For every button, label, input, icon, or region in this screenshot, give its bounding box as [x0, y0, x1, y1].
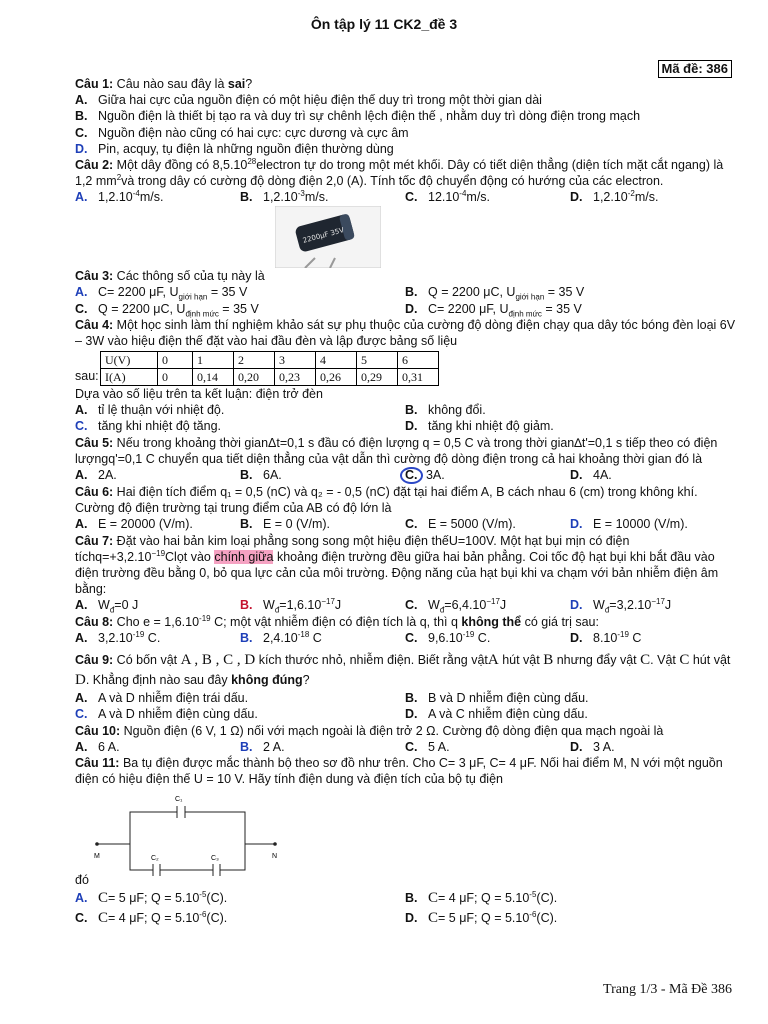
option-text: 12.10 — [428, 190, 460, 205]
option-text: C= 2200 μF, U — [428, 301, 509, 316]
option-text: C — [309, 631, 322, 646]
variable-letter: C — [640, 651, 651, 668]
option-a[interactable] — [75, 739, 120, 755]
table-cell: 0,14 — [193, 368, 234, 385]
option-letter: C. — [75, 301, 88, 316]
question-number: Câu 8: — [75, 614, 114, 629]
options-row — [75, 301, 740, 318]
question-number: Câu 2: — [75, 158, 114, 173]
option-text: 6 A. — [98, 739, 120, 754]
option-letter: B. — [405, 690, 418, 705]
superscript: -2 — [627, 189, 635, 199]
option-a[interactable] — [75, 189, 164, 205]
option-b[interactable] — [240, 189, 329, 205]
option-text: Nguồn điện nào cũng có hai cực: cực dương và cực âm — [98, 125, 409, 140]
option-letter: D. — [75, 141, 88, 156]
answer-circle — [400, 467, 423, 484]
option-text: 1,2.10 — [98, 190, 133, 205]
capacitor-image — [275, 206, 381, 268]
option-b[interactable] — [240, 467, 282, 483]
option-text: E = 20000 (V/m). — [98, 517, 193, 532]
question-3 — [75, 268, 740, 284]
option-text: Pin, acquy, tụ điện là những nguồn điện thường dùng — [98, 141, 394, 156]
option-b[interactable] — [405, 284, 584, 300]
question-number: Câu 3: — [75, 268, 114, 283]
superscript: -19 — [462, 629, 475, 639]
options-row — [75, 597, 740, 614]
question-number: Câu 7: — [75, 533, 114, 548]
option-a[interactable] — [75, 690, 248, 706]
question-5 — [75, 435, 740, 467]
subscript: giới hạn — [515, 292, 545, 302]
option-b[interactable] — [240, 630, 322, 646]
option-text: C — [628, 631, 642, 646]
subscript: định mức — [185, 309, 219, 319]
option-text: m/s. — [304, 190, 329, 205]
subscript: đ — [274, 605, 280, 615]
option-text: B và D nhiễm điện cùng dấu. — [428, 690, 589, 705]
superscript: −17 — [651, 597, 665, 607]
option-letter: D. — [570, 598, 583, 613]
question-text: . Vật — [650, 652, 676, 667]
option-text: Q = 2200 μC, U — [428, 285, 516, 300]
question-text: ? — [302, 672, 310, 687]
option-c[interactable] — [400, 467, 445, 484]
question-text: . Khẳng định nào sau đây — [85, 672, 232, 687]
option-text: = 4 μF; Q = 5.10 — [108, 910, 200, 925]
superscript: -4 — [132, 189, 140, 199]
variable-letters: A , B , C , D — [180, 651, 256, 668]
superscript: -3 — [297, 189, 305, 199]
option-letter: C. — [75, 707, 88, 722]
option-text: tăng khi nhiệt độ giảm. — [428, 419, 554, 434]
option-a[interactable] — [75, 92, 740, 108]
option-c[interactable] — [405, 597, 506, 613]
question-text: ? — [245, 77, 253, 91]
option-text: =6,4.10 — [444, 598, 487, 613]
data-table — [100, 351, 439, 386]
capacitor-figure-row — [75, 206, 740, 268]
option-b[interactable] — [240, 739, 285, 755]
question-8 — [75, 614, 740, 630]
question-text: C; một vật nhiễm điện có điện tích là q, thì q — [210, 614, 462, 629]
option-text: 4A. — [593, 468, 612, 483]
options-row — [75, 418, 740, 435]
subscript: định mức — [508, 309, 542, 319]
table-cell: 1 — [193, 351, 234, 368]
superscript: 28 — [247, 156, 257, 166]
question-text: Một dây đồng có 8,5.10 — [113, 158, 248, 173]
option-letter: D. — [405, 419, 418, 434]
option-letter: A. — [75, 468, 88, 483]
question-text: Một học sinh làm thí nghiệm khảo sát sự phụ thuộc của cường độ dòng điện chạy qua dây tóc bóng đèn loại 6V – 3W vào hiệu điện thế đặt vào hai đầu đèn và lập được bảng số liệu — [75, 318, 736, 349]
options-row — [75, 189, 740, 206]
option-text: không đổi. — [428, 402, 486, 417]
option-text: E = 0 (V/m). — [263, 517, 331, 532]
question-number: Câu 1: — [75, 77, 114, 91]
option-text: J — [499, 598, 507, 613]
option-d[interactable] — [570, 739, 615, 755]
question-text: hút vật — [689, 652, 731, 667]
option-letter: C. — [405, 631, 418, 646]
variable-letter: B — [543, 651, 554, 668]
option-letter: C. — [405, 739, 418, 754]
question-text: Các thông số của tụ này là — [113, 268, 265, 283]
exam-code-box: Mã đề: 386 — [658, 60, 732, 78]
emphasis: không đúng — [231, 672, 303, 687]
subscript: đ — [439, 605, 445, 615]
question-text: Clọt vào — [165, 549, 215, 564]
option-a[interactable] — [75, 284, 247, 300]
c3-label: C₃ — [211, 854, 219, 862]
question-text: hút vật — [498, 652, 544, 667]
emphasis: không thể — [461, 614, 522, 629]
option-text: = 35 V — [207, 285, 248, 300]
option-c[interactable] — [405, 630, 490, 646]
option-d[interactable] — [405, 418, 554, 434]
option-text: tỉ lệ thuận với nhiệt độ. — [98, 402, 225, 417]
option-text: (C). — [536, 910, 558, 925]
question-text: kích thước nhỏ, nhiễm điện. Biết rằng vật — [255, 652, 488, 667]
option-text: 3,2.10 — [98, 631, 133, 646]
emphasis: sai — [227, 77, 246, 91]
superscript: −19 — [151, 548, 166, 558]
superscript: 2 — [116, 173, 122, 183]
option-text: m/s. — [139, 190, 164, 205]
option-text: = 35 V — [541, 301, 582, 316]
superscript: -19 — [132, 629, 145, 639]
option-letter: B. — [240, 517, 253, 532]
options-row — [75, 284, 740, 301]
table-cell: 0,23 — [275, 368, 316, 385]
option-letter: A. — [75, 631, 88, 646]
option-text: 9,6.10 — [428, 631, 463, 646]
option-letter: A. — [75, 739, 88, 754]
option-text: J — [334, 598, 342, 613]
option-letter: C. — [405, 468, 418, 483]
option-text: = 35 V — [218, 301, 259, 316]
table-cell: I(A) — [101, 368, 158, 385]
option-d[interactable] — [405, 910, 557, 926]
option-letter: D. — [570, 631, 583, 646]
question-number: Câu 4: — [75, 318, 114, 333]
option-letter: A. — [75, 93, 88, 108]
question-text: khoảng điện trường đều giữa hai bản phẳng. Coi tốc độ hạt bụi khi bắt đầu vào điện trường đều bằng 0, bỏ qua lực cản của môi trường. Động năng của hạt bụi khi va chạm với bản nhiễm điện âm bằng: — [75, 549, 719, 597]
question-4 — [75, 317, 740, 349]
m-label: M — [94, 852, 100, 860]
question-text: và trong dây có cường độ dòng điện 2,0 (A). Tính tốc độ chuyển động có hướng của các electron. — [121, 174, 664, 189]
option-text: 2 A. — [263, 739, 285, 754]
option-letter: C. — [75, 910, 88, 925]
option-text: = 5 μF; Q = 5.10 — [438, 910, 530, 925]
option-letter: D. — [570, 739, 583, 754]
option-d[interactable] — [75, 141, 740, 157]
question-number: Câu 6: — [75, 484, 114, 499]
option-c[interactable] — [75, 301, 259, 317]
options-row — [75, 739, 740, 756]
option-letter: C. — [405, 190, 418, 205]
option-text: A và D nhiễm điện cùng dấu. — [98, 707, 258, 722]
variable-letter: C — [679, 651, 690, 668]
option-text: J — [664, 598, 672, 613]
c1-label: C₁ — [175, 795, 183, 803]
question-number: Câu 5: — [75, 435, 114, 450]
table-cell: 6 — [398, 351, 439, 368]
question-text: sau: — [75, 368, 99, 383]
option-c[interactable] — [405, 189, 490, 205]
question-11 — [75, 755, 740, 787]
options-row — [75, 516, 740, 533]
variable-letter: D — [75, 671, 86, 688]
option-text: E = 10000 (V/m). — [593, 517, 688, 532]
option-text: 1,2.10 — [263, 190, 298, 205]
option-text: 2A. — [98, 468, 117, 483]
option-text: 3A. — [425, 468, 445, 483]
option-letter: A. — [75, 890, 88, 905]
table-cell: 5 — [357, 351, 398, 368]
option-text: A và C nhiễm điện cùng dấu. — [428, 707, 588, 722]
option-text: m/s. — [634, 190, 659, 205]
question-text: Cho e = 1,6.10 — [113, 614, 200, 629]
question-text: Ba tụ điện được mắc thành bộ theo sơ đồ như trên. Cho C= 3 μF, C= 4 μF. Nối hai điểm M, N với một nguồn điện có hiệu điện thế U = 10 V. Hãy tính điện dung và điện tích của bộ tụ điện — [75, 756, 723, 787]
option-d[interactable] — [570, 597, 671, 613]
superscript: -6 — [199, 909, 207, 919]
option-letter: B. — [240, 468, 253, 483]
question-text: nhưng đẩy vật — [553, 652, 641, 667]
option-a[interactable] — [75, 890, 227, 906]
option-letter: C. — [405, 598, 418, 613]
option-letter: C. — [75, 419, 88, 434]
option-text: Q = 2200 μC, U — [98, 301, 186, 316]
superscript: −17 — [321, 597, 335, 607]
option-letter: A. — [75, 285, 88, 300]
option-letter: B. — [405, 285, 418, 300]
option-c[interactable] — [405, 739, 450, 755]
question-6 — [75, 484, 740, 516]
option-text: = 4 μF; Q = 5.10 — [438, 890, 530, 905]
table-row — [101, 351, 439, 368]
option-letter: C. — [75, 125, 88, 140]
table-cell: 0,31 — [398, 368, 439, 385]
options-row — [75, 467, 740, 484]
option-a[interactable] — [75, 630, 160, 646]
option-letter: A. — [75, 190, 88, 205]
option-letter: D. — [405, 910, 418, 925]
option-text: (C). — [206, 910, 228, 925]
option-text: = 5 μF; Q = 5.10 — [108, 890, 200, 905]
option-text: 2,4.10 — [263, 631, 298, 646]
question-text: Nguồn điện (6 V, 1 Ω) nối với mạch ngoài là điện trở 2 Ω. Cường độ dòng điện qua mạch ngoài là — [120, 723, 664, 738]
option-letter: B. — [405, 402, 418, 417]
question-text: có giá trị sau: — [521, 614, 599, 629]
question-text: Hai điện tích điểm q₁ = 0,5 (nC) và q₂ = - 0,5 (nC) đặt tại hai điểm A, B cách nhau 6 (cm) trong không khí. Cường độ điện trường tại trung điểm của AB có độ lớn là — [75, 484, 698, 515]
option-d[interactable] — [570, 189, 659, 205]
option-text: (C). — [536, 890, 558, 905]
question-1 — [75, 76, 740, 92]
question-2 — [75, 157, 740, 189]
option-b[interactable] — [405, 690, 589, 706]
table-row — [101, 368, 439, 385]
option-text: 6A. — [263, 468, 282, 483]
option-letter: D. — [405, 707, 418, 722]
options-row — [75, 630, 740, 647]
option-text: =3,2.10 — [609, 598, 652, 613]
table-cell: 2 — [234, 351, 275, 368]
c2-label: C₂ — [151, 854, 159, 862]
option-text: A và D nhiễm điện trái dấu. — [98, 690, 249, 705]
option-a[interactable] — [75, 597, 138, 613]
option-letter: C. — [405, 517, 418, 532]
question-text: Có bốn vật — [113, 652, 181, 667]
superscript: -19 — [617, 629, 629, 639]
option-text: 3 A. — [593, 739, 615, 754]
superscript: -5 — [529, 889, 537, 899]
capacitance-symbol: C — [98, 889, 109, 906]
superscript: -18 — [297, 629, 310, 639]
n-label: N — [272, 852, 278, 860]
option-d[interactable] — [405, 706, 588, 722]
capacitance-symbol: C — [98, 909, 109, 926]
options-row — [75, 890, 740, 910]
option-a[interactable] — [75, 467, 117, 483]
option-b[interactable] — [240, 597, 341, 613]
question-text: Đặt vào hai bản kim loại phẳng song song một hiệu điện thếU=100V. Một hạt bụi mịn có điện tíchq=+3,2.10 — [75, 533, 630, 564]
option-text: C. — [474, 631, 491, 646]
option-b[interactable] — [240, 516, 330, 532]
option-d[interactable] — [570, 630, 641, 646]
option-d[interactable] — [570, 516, 688, 532]
table-cell: 0 — [158, 368, 193, 385]
option-b[interactable] — [405, 402, 486, 418]
option-text: = 35 V — [544, 285, 585, 300]
table-cell: 4 — [316, 351, 357, 368]
subscript: đ — [604, 605, 610, 615]
table-cell: 0,26 — [316, 368, 357, 385]
question-number: Câu 10: — [75, 723, 121, 738]
option-text: C. — [144, 631, 161, 646]
data-table-row — [75, 350, 740, 386]
option-a[interactable] — [75, 516, 193, 532]
option-letter: A. — [75, 598, 88, 613]
table-cell: 3 — [275, 351, 316, 368]
option-c[interactable] — [75, 418, 221, 434]
option-text: E = 5000 (V/m). — [428, 517, 516, 532]
option-text: W — [98, 598, 110, 613]
superscript: −17 — [486, 597, 500, 607]
option-c[interactable] — [75, 706, 258, 722]
page-title: Ôn tập lý 11 CK2_đề 3 — [310, 16, 458, 32]
option-text: 8.10 — [593, 631, 618, 646]
superscript: -19 — [199, 613, 211, 623]
question-text: Nếu trong khoảng thời gianΔt=0,1 s đầu có điện lượng q = 0,5 C và trong thời gian∆t'=0,1 s tiếp theo có điện lượngq'=0,1 C chuyển qua tiết diện thẳng của vật dẫn thì cường độ dòng điện trong cả hai khoảng thời gian đó là — [75, 435, 718, 466]
option-text: W — [263, 598, 275, 613]
option-text: Nguồn điện là thiết bị tạo ra và duy trì sự chênh lệch điện thế , nhằm duy trì dòng điện trong mạch — [98, 109, 641, 124]
option-text: 5 A. — [428, 739, 450, 754]
question-10 — [75, 723, 740, 739]
option-letter: A. — [75, 690, 88, 705]
option-c[interactable] — [75, 125, 740, 141]
highlight: chính giữa — [214, 549, 274, 564]
question-number: Câu 11: — [75, 756, 120, 771]
option-text: m/s. — [466, 190, 491, 205]
capacitance-symbol: C — [428, 889, 439, 906]
option-letter: B. — [240, 631, 253, 646]
option-letter: D. — [570, 468, 583, 483]
question-text: Dựa vào số liệu trên ta kết luận: điện trở đèn — [75, 386, 323, 401]
question-7 — [75, 533, 740, 598]
options-row — [75, 690, 740, 707]
question-9 — [75, 650, 740, 690]
variable-letter: A — [487, 651, 499, 668]
option-letter: D. — [570, 517, 583, 532]
options-row — [75, 910, 740, 930]
option-letter: A. — [75, 402, 88, 417]
capacitance-symbol: C — [428, 909, 439, 926]
superscript: -5 — [199, 889, 207, 899]
table-cell: 0 — [158, 351, 193, 368]
superscript: -4 — [459, 189, 467, 199]
option-b[interactable] — [405, 890, 557, 906]
questions — [75, 76, 740, 930]
option-text: Giữa hai cực của nguồn điện có một hiệu điện thế duy trì trong một thời gian dài — [98, 93, 542, 108]
option-letter: A. — [75, 517, 88, 532]
table-cell: 0,29 — [357, 368, 398, 385]
option-text: =0 J — [114, 598, 139, 613]
option-text: tăng khi nhiệt độ tăng. — [98, 419, 222, 434]
table-cell: 0,20 — [234, 368, 275, 385]
options-row — [75, 706, 740, 723]
option-a[interactable] — [75, 402, 224, 418]
option-text: =1,6.10 — [279, 598, 322, 613]
table-cell: U(V) — [101, 351, 158, 368]
question-text: electron tự do trong một mét khối. Dây có tiết diện thẳng (diện tích mặt cắt ngang) là 1,2 mm — [75, 158, 724, 189]
option-d[interactable] — [405, 301, 582, 317]
subscript: giới hạn — [178, 292, 208, 302]
subscript: đ — [109, 605, 115, 615]
option-text: (C). — [206, 890, 228, 905]
circuit-row — [75, 788, 740, 888]
superscript: -6 — [529, 909, 537, 919]
option-c[interactable] — [75, 910, 227, 926]
option-letter: B. — [240, 190, 253, 205]
options-row — [75, 402, 740, 419]
page-footer: Trang 1/3 - Mã Đề 386 — [603, 982, 732, 997]
option-letter: B. — [240, 739, 253, 754]
question-text: đó — [75, 872, 89, 887]
option-c[interactable] — [405, 516, 516, 532]
circuit-diagram — [85, 792, 290, 878]
option-text: C= 2200 μF, U — [98, 285, 179, 300]
option-text: W — [593, 598, 605, 613]
option-letter: D. — [405, 301, 418, 316]
capacitor-label: 2200µF 35V — [302, 226, 345, 245]
option-letter: B. — [240, 598, 253, 613]
option-letter: D. — [570, 190, 583, 205]
question-number: Câu 9: — [75, 652, 114, 667]
question-text: Câu nào sau đây là — [113, 77, 228, 91]
option-letter: B. — [405, 890, 418, 905]
option-d[interactable] — [570, 467, 612, 483]
option-letter: B. — [75, 109, 88, 124]
option-b[interactable] — [75, 108, 740, 124]
option-text: W — [428, 598, 440, 613]
option-text: 1,2.10 — [593, 190, 628, 205]
